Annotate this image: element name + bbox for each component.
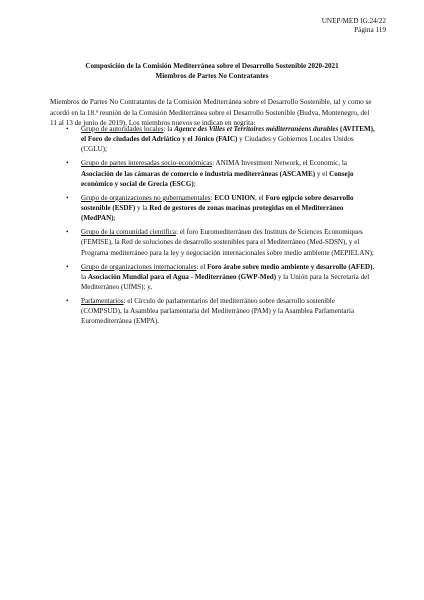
list-item	[66, 262, 376, 293]
item-text: : el foro Euromediterránen des Instituts de Sciences Economiques (FEMISE), la Red de soluciones de desarrollo sostenibles para el Mediterráneo (Med-SDSN), y el Programa mediterráneo para la ley y negociación internacionales sobre medio ambiente (MEPIELAN);	[81, 228, 374, 257]
bullet-icon: •	[66, 159, 69, 168]
bullet-icon: •	[66, 125, 69, 133]
new-member-name: Foro árabe sobre medio ambiente y desarrollo (AFED)	[207, 262, 373, 271]
item-text: y la Unión para la Secretaría del Mediterráneo (UfMS); y,	[81, 272, 370, 292]
new-member-name: (AVITEM), el Foro de ciudades del Adriático y el Jónico (FAIC)	[81, 125, 375, 144]
new-member-name: Red de gestores de zonas marinas protegidas en el Mediterráneo (MedPAN)	[81, 204, 344, 223]
intro-paragraph: Miembros de Partes No Contratantes de la Comisión Mediterránea sobre el Desarrollo Sostenible, tal y como se acordó en la 18.ª reunión de la Comisión Mediterránea sobre el Desarrollo Sostenible (Budva, Montenegro, del 11 al 13 de junio de 2019). Los miembros nuevos se indican en negrita:	[50, 98, 372, 128]
item-text: : ANIMA Investment Network, el Economic, la	[212, 159, 347, 168]
title-line-1: Composición de la Comisión Mediterránea sobre el Desarrollo Sostenible 2020-2021	[85, 62, 339, 70]
document-reference: UNEP/MED IG.24/22	[321, 17, 386, 25]
item-text: : el	[196, 262, 208, 271]
page-number: Página 119	[354, 26, 386, 34]
list-item	[66, 124, 376, 155]
new-member-name: ECO UNION	[214, 193, 256, 202]
group-category: Parlamentarios	[81, 297, 124, 306]
item-text: y la	[135, 204, 150, 213]
bullet-icon: •	[66, 297, 69, 306]
list-item	[66, 158, 376, 189]
document-header	[322, 17, 386, 35]
bullet-icon: •	[66, 193, 69, 202]
new-member-name: Asociación Mundial para el Agua - Mediterráneo (GWP-Med)	[87, 272, 277, 281]
new-member-name: Foro egipcio sobre desarrollo sostenible (ESDF)	[81, 193, 354, 213]
item-text: , el	[255, 193, 266, 202]
new-member-name: Agence des Villes et Territoires méditerranéens durables	[174, 125, 339, 133]
item-text: y el	[315, 169, 330, 178]
bullet-icon: •	[66, 262, 69, 271]
item-text: : la	[163, 125, 175, 133]
new-member-name: Asociación de las cámaras de comercio e industria mediterráneas (ASCAME)	[81, 169, 316, 178]
group-category: Grupo de la comunidad científica	[81, 228, 176, 237]
new-member-name: Consejo económico y social de Grecia (ESCG)	[81, 169, 354, 188]
item-text: ;	[193, 179, 196, 188]
item-text: :	[210, 193, 215, 202]
group-category: Grupo de organizaciones internacionales	[81, 262, 197, 271]
title-line-2: Miembros de Partes No Contratantes	[155, 72, 269, 80]
list-item	[66, 227, 376, 258]
item-text: : el Círculo de parlamentarios del mediterráneo sobre desarrollo sostenible (COMPSUD), la Asamblea parlamentaria del Mediterráneo (PAM) y la Asamblea Parlamentaria Euromediterránea (EMPA).	[81, 297, 354, 326]
group-category: Grupo de organizaciones no gubernamentales	[81, 193, 211, 202]
item-text: ;	[113, 214, 116, 223]
list-item	[66, 296, 376, 327]
list-item	[66, 193, 376, 224]
group-category: Grupo de autoridades locales	[81, 125, 164, 133]
item-text: , la	[81, 262, 375, 281]
member-group-list	[66, 124, 376, 330]
item-text: y Ciudades y Gobiernos Locales Unidos (CGLU);	[81, 135, 354, 154]
group-category: Grupo de partes interesadas socio-económicas	[81, 159, 213, 168]
document-title	[50, 61, 374, 81]
bullet-icon: •	[66, 228, 69, 237]
